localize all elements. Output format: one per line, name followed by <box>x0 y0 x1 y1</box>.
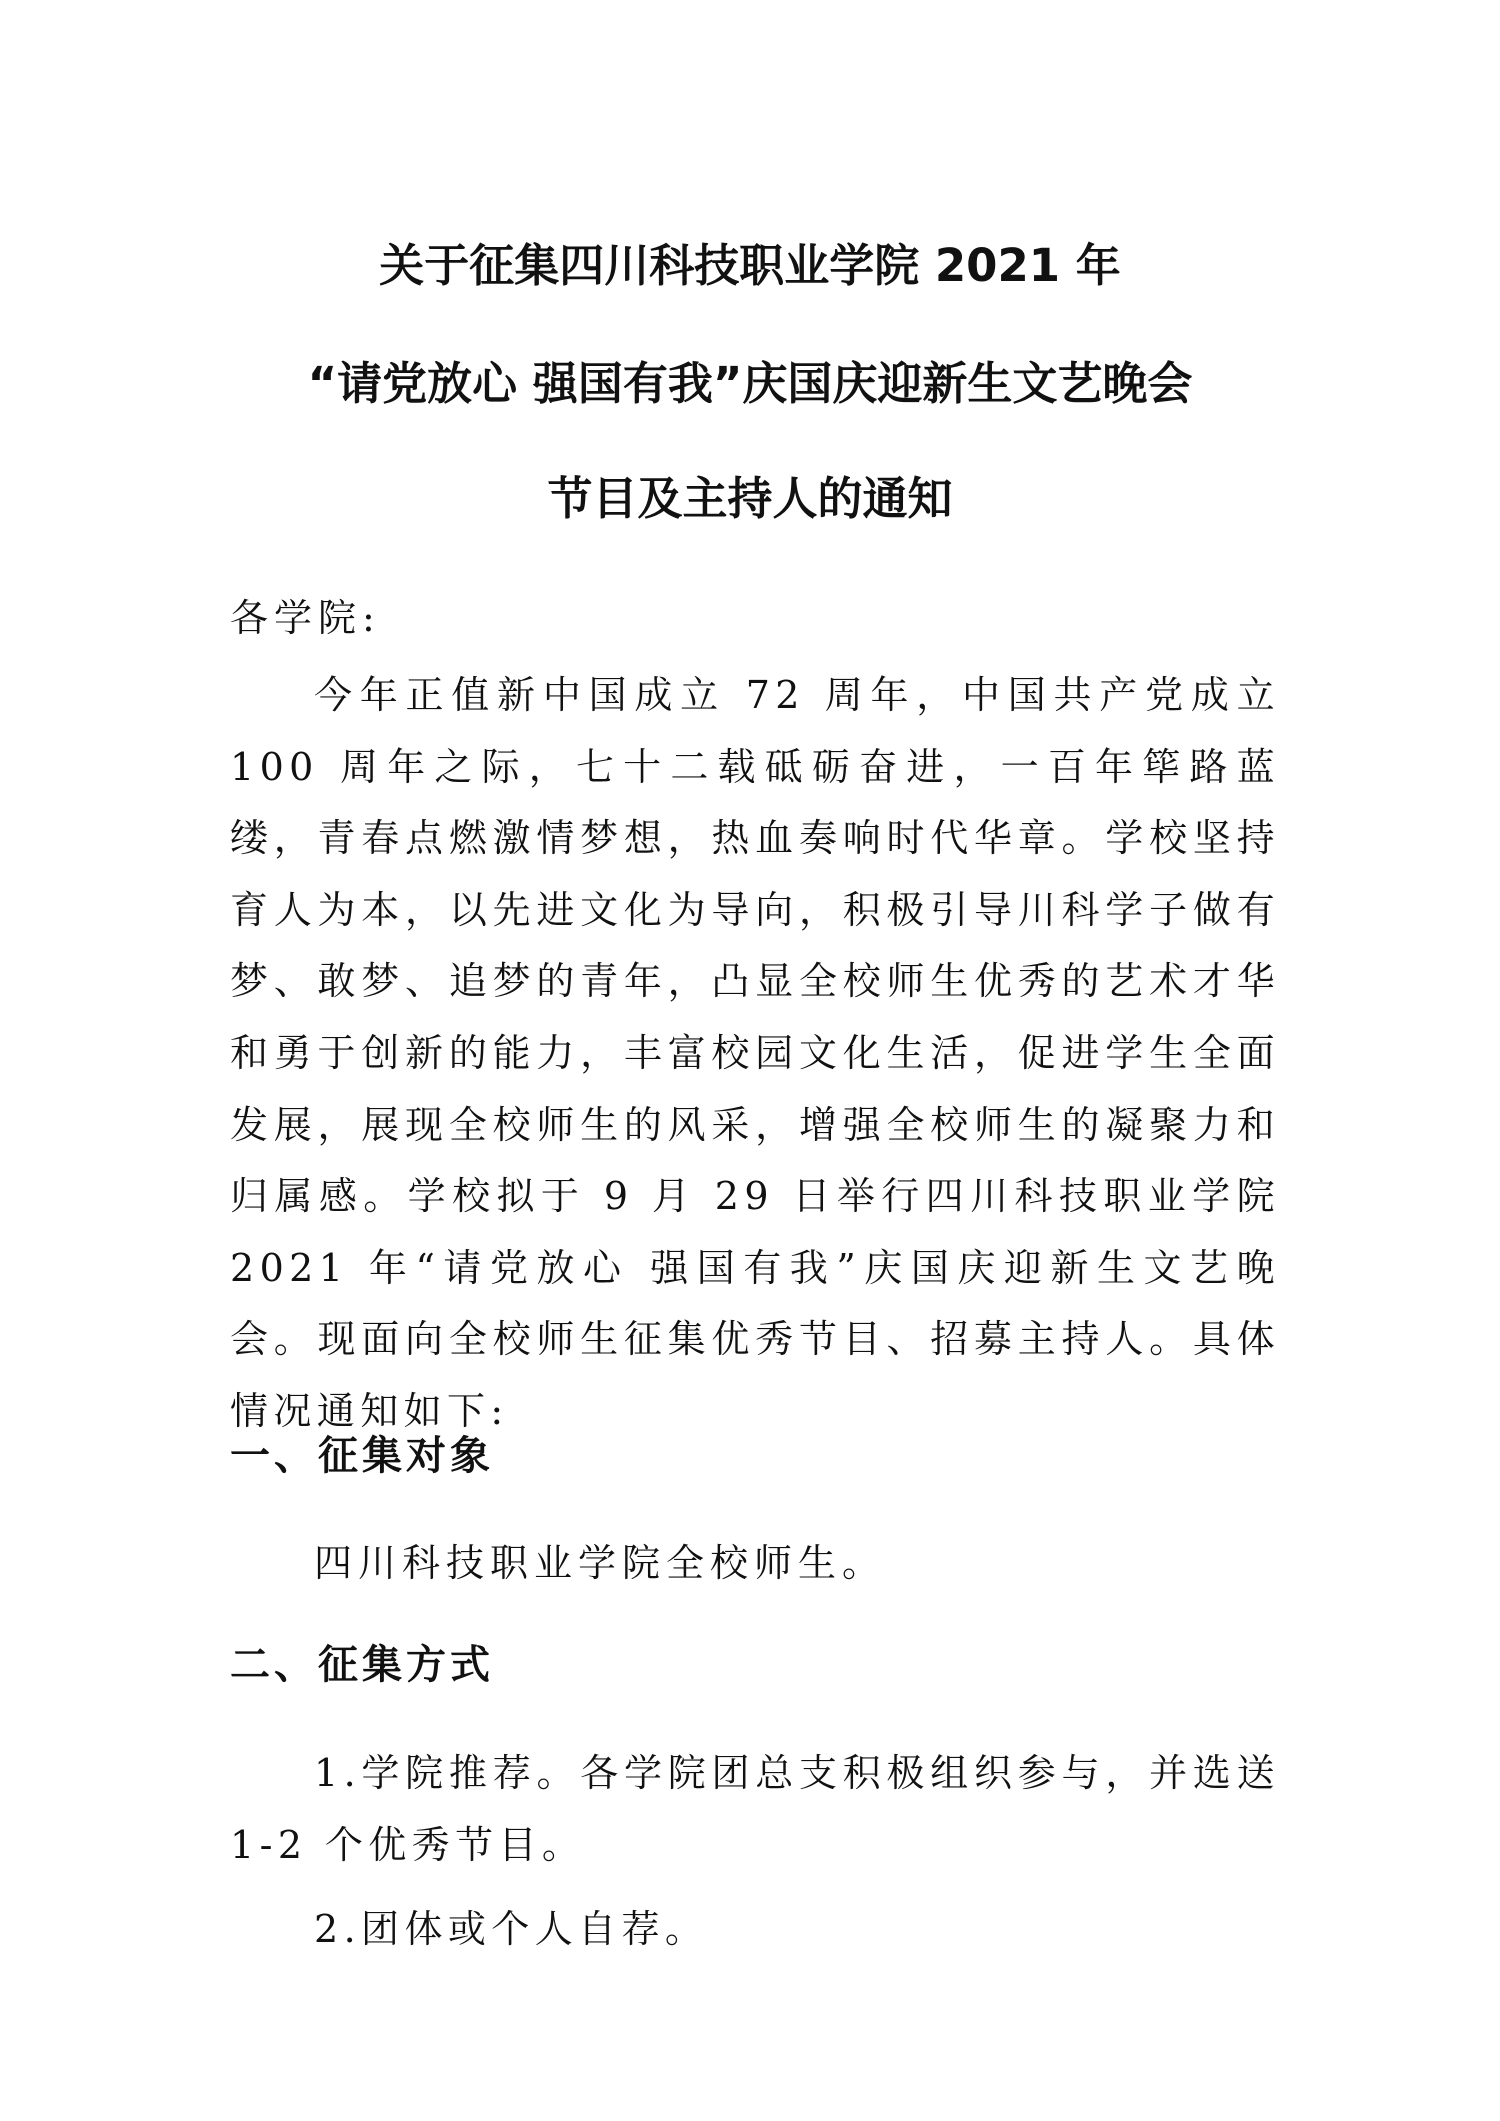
method-item-2: 2.团体或个人自荐。 <box>314 1907 709 1951</box>
section-heading-methods: 二、征集方式 <box>230 1642 494 1688</box>
title-line-1: 关于征集四川科技职业学院 2021 年 <box>379 239 1121 292</box>
title-line-2: “请党放心 强国有我”庆国庆迎新生文艺晚会 <box>307 357 1193 410</box>
section-body-targets: 四川科技职业学院全校师生。 <box>314 1541 887 1585</box>
title-line-3: 节目及主持人的通知 <box>547 472 953 525</box>
method-item-1: 1.学院推荐。各学院团总支积极组织参与，并选送 1-2 个优秀节目。 <box>230 1751 1280 1867</box>
salutation: 各学院: <box>230 596 381 640</box>
intro-paragraph: 今年正值新中国成立 72 周年，中国共产党成立 100 周年之际，七十二载砥砺奋进，一百年筚路蓝缕，青春点燃激情梦想，热血奏响时代华章。学校坚持育人为本，以先进文化为导向，积极引导川科学子做有梦、敢梦、追梦的青年，凸显全校师生优秀的艺术才华和勇于创新的能力，丰富校园文化生活，促进学生全面发展，展现全校师生的风采，增强全校师生的凝聚力和归属感。学校拟于 9 月 29 日举行四川科技职业学院 2021 年“请党放心 强国有我”庆国庆迎新生文艺晚会。现面向全校师生征集优秀节目、招募主持人。具体情况通知如下: <box>230 673 1280 1433</box>
section-heading-targets: 一、征集对象 <box>230 1433 494 1479</box>
